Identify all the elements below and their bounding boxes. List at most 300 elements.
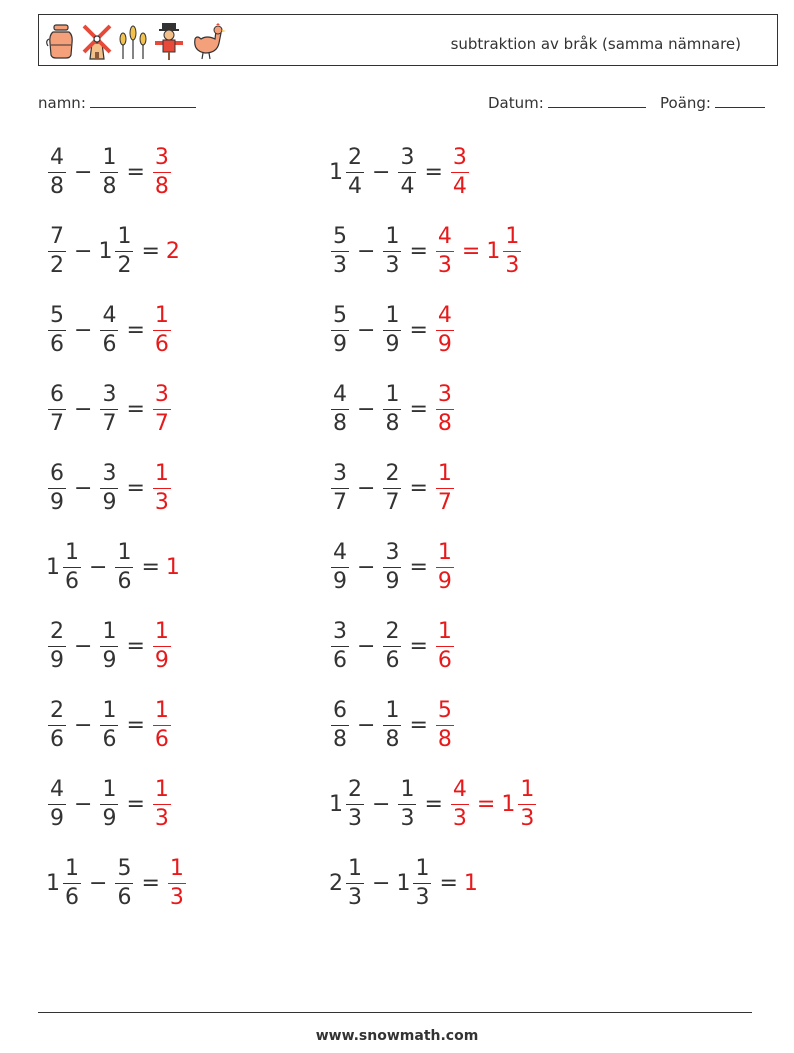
- answer: [151, 697, 173, 752]
- answer-numerator: 1: [153, 305, 171, 331]
- subtrahend-fraction: [115, 855, 133, 910]
- minuend-numerator: 1: [63, 542, 81, 568]
- minus-sign: −: [74, 396, 93, 422]
- hen-icon: [189, 21, 229, 61]
- score-blank[interactable]: [715, 93, 765, 108]
- subtrahend-numerator: 2: [383, 463, 401, 489]
- minuend-whole: 1: [46, 870, 60, 896]
- problem-item: [329, 693, 456, 757]
- answer-whole: 2: [165, 238, 180, 264]
- minuend-number: [329, 381, 351, 436]
- answer: [434, 697, 456, 752]
- answer: [151, 460, 173, 515]
- minuend-numerator: 1: [63, 858, 81, 884]
- subtrahend-denominator: 7: [385, 489, 400, 515]
- answer-fraction: [153, 618, 171, 673]
- answer-numerator: 4: [436, 226, 454, 252]
- minuend-fraction: [63, 855, 81, 910]
- answer-numerator: 3: [153, 384, 171, 410]
- minuend-whole: 2: [329, 870, 343, 896]
- minuend-number: [329, 618, 351, 673]
- equals-sign: =: [409, 633, 428, 659]
- subtrahend-whole: 1: [98, 238, 113, 264]
- minuend-number: [46, 855, 83, 910]
- equals-sign: =: [409, 317, 428, 343]
- equals-sign: =: [141, 554, 160, 580]
- subtrahend-fraction: [383, 302, 401, 357]
- answer: [434, 460, 456, 515]
- subtrahend-numerator: 1: [413, 858, 431, 884]
- problem-item: [46, 851, 188, 915]
- minuend-denominator: 2: [50, 252, 64, 278]
- answer-denominator: 9: [437, 568, 452, 594]
- minuend-denominator: 9: [333, 331, 347, 357]
- minuend-denominator: 3: [333, 252, 347, 278]
- answer-denominator: 6: [154, 331, 169, 357]
- answer-number: [151, 697, 173, 752]
- minus-sign: −: [74, 791, 93, 817]
- answer-number: [434, 223, 456, 278]
- subtrahend-fraction: [383, 223, 401, 278]
- answer-numerator: 1: [168, 858, 186, 884]
- answer-mixed-fraction: [518, 776, 536, 831]
- subtrahend-numerator: 1: [100, 147, 118, 173]
- answer-number: [434, 460, 456, 515]
- minuend-denominator: 6: [65, 884, 79, 910]
- subtrahend-denominator: 3: [385, 252, 400, 278]
- equals-sign: =: [126, 712, 145, 738]
- answer-number: [464, 871, 479, 896]
- answer-numerator: 3: [153, 147, 171, 173]
- subtrahend-denominator: 4: [400, 173, 415, 199]
- equals-sign: =: [409, 238, 428, 264]
- subtrahend-numerator: 1: [115, 542, 133, 568]
- subtrahend-number: [98, 223, 135, 278]
- problem-item: [329, 851, 479, 915]
- minuend-number: [46, 460, 68, 515]
- minuend-fraction: [331, 618, 349, 673]
- answer-fraction: [168, 855, 186, 910]
- problem-item: [46, 535, 181, 599]
- subtrahend-numerator: 3: [100, 384, 118, 410]
- subtrahend-denominator: 8: [385, 410, 400, 436]
- minuend-numerator: 3: [331, 621, 349, 647]
- subtrahend-fraction: [100, 697, 118, 752]
- subtrahend-denominator: 6: [385, 647, 400, 673]
- minuend-fraction: [48, 618, 66, 673]
- problem-item: [329, 298, 456, 362]
- subtrahend-fraction: [100, 776, 118, 831]
- subtrahend-numerator: 1: [383, 384, 401, 410]
- subtrahend-fraction: [413, 855, 431, 910]
- equals-sign: =: [409, 475, 428, 501]
- minuend-number: [329, 460, 351, 515]
- minuend-numerator: 6: [48, 463, 66, 489]
- minuend-whole: 1: [329, 159, 343, 185]
- answer-number: [151, 302, 173, 357]
- subtrahend-numerator: 3: [398, 147, 416, 173]
- answer: [166, 855, 188, 910]
- answer-denominator: 8: [437, 410, 452, 436]
- answer-mixed-denominator: 3: [505, 252, 520, 278]
- minuend-denominator: 9: [333, 568, 347, 594]
- answer-fraction: [153, 460, 171, 515]
- minuend-fraction: [346, 144, 364, 199]
- answer: [464, 871, 479, 896]
- minuend-fraction: [331, 460, 349, 515]
- subtrahend-number: [381, 618, 403, 673]
- answer-numerator: 5: [436, 700, 454, 726]
- subtrahend-denominator: 3: [415, 884, 430, 910]
- footer-site: www.snowmath.com: [315, 1028, 479, 1044]
- answer-mixed-numerator: 1: [518, 779, 536, 805]
- answer: [449, 144, 471, 199]
- minuend-numerator: 5: [331, 226, 349, 252]
- minus-sign: −: [357, 554, 376, 580]
- answer-mixed-number: [501, 776, 538, 831]
- answer-number: [449, 776, 471, 831]
- equals-sign: =: [126, 475, 145, 501]
- problem-item: [329, 456, 456, 520]
- subtrahend-denominator: 9: [385, 568, 400, 594]
- problem-item: [46, 693, 173, 757]
- subtrahend-number: [381, 381, 403, 436]
- equals-sign: =: [409, 554, 428, 580]
- subtrahend-fraction: [115, 539, 133, 594]
- minuend-numerator: 5: [48, 305, 66, 331]
- subtrahend-fraction: [383, 697, 401, 752]
- minuend-fraction: [331, 302, 349, 357]
- subtrahend-number: [98, 302, 120, 357]
- minus-sign: −: [357, 712, 376, 738]
- minuend-denominator: 9: [50, 489, 64, 515]
- answer-denominator: 3: [452, 805, 467, 831]
- answer-numerator: 4: [436, 305, 454, 331]
- answer: [434, 223, 523, 278]
- answer-equals-sign: =: [476, 791, 496, 817]
- worksheet-title: subtraktion av bråk (samma nämnare): [450, 35, 741, 53]
- subtrahend-number: [381, 223, 403, 278]
- answer-numerator: 1: [153, 779, 171, 805]
- subtrahend-fraction: [100, 302, 118, 357]
- minuend-number: [46, 381, 68, 436]
- answer-number: [151, 381, 173, 436]
- minuend-number: [46, 302, 68, 357]
- answer-number: [434, 618, 456, 673]
- worksheet-header: [38, 14, 778, 66]
- windmill-icon: [81, 21, 113, 61]
- answer-numerator: 1: [153, 700, 171, 726]
- answer-fraction: [436, 302, 454, 357]
- answer-numerator: 3: [451, 147, 469, 173]
- minuend-number: [329, 855, 366, 910]
- subtrahend-numerator: 1: [398, 779, 416, 805]
- minuend-fraction: [48, 223, 66, 278]
- minus-sign: −: [74, 159, 93, 185]
- subtrahend-denominator: 9: [102, 489, 117, 515]
- subtrahend-numerator: 3: [100, 463, 118, 489]
- answer-denominator: 9: [154, 647, 169, 673]
- answer-numerator: 3: [436, 384, 454, 410]
- name-field: [38, 93, 196, 112]
- subtrahend-number: [98, 618, 120, 673]
- answer-fraction: [436, 223, 454, 278]
- subtrahend-denominator: 9: [102, 805, 117, 831]
- minuend-numerator: 4: [48, 779, 66, 805]
- equals-sign: =: [424, 159, 443, 185]
- subtrahend-number: [381, 460, 403, 515]
- answer-fraction: [153, 381, 171, 436]
- minuend-fraction: [48, 381, 66, 436]
- subtrahend-number: [396, 776, 418, 831]
- minuend-numerator: 6: [331, 700, 349, 726]
- score-label: Poäng:: [660, 94, 711, 112]
- answer: [166, 555, 181, 580]
- answer-number: [434, 381, 456, 436]
- scarecrow-icon: [153, 21, 185, 61]
- subtrahend-numerator: 1: [383, 700, 401, 726]
- answer-number: [166, 239, 181, 264]
- answer-denominator: 3: [169, 884, 184, 910]
- minuend-whole: 1: [46, 554, 60, 580]
- answer-number: [151, 144, 173, 199]
- minuend-denominator: 7: [333, 489, 347, 515]
- date-field: [488, 93, 646, 112]
- minus-sign: −: [372, 159, 391, 185]
- subtrahend-denominator: 6: [102, 726, 117, 752]
- answer-number: [434, 302, 456, 357]
- minuend-fraction: [346, 855, 364, 910]
- minuend-denominator: 6: [50, 726, 64, 752]
- answer-number: [449, 144, 471, 199]
- answer-mixed-numerator: 1: [503, 226, 521, 252]
- problem-item: [329, 377, 456, 441]
- minus-sign: −: [372, 791, 391, 817]
- minuend-number: [46, 697, 68, 752]
- minuend-number: [46, 618, 68, 673]
- subtrahend-numerator: 2: [383, 621, 401, 647]
- subtrahend-denominator: 6: [102, 331, 117, 357]
- name-blank[interactable]: [90, 93, 196, 108]
- answer-fraction: [153, 776, 171, 831]
- answer-mixed-whole: 1: [501, 791, 516, 817]
- subtrahend-denominator: 6: [117, 568, 132, 594]
- subtrahend-number: [98, 381, 120, 436]
- minuend-numerator: 4: [331, 384, 349, 410]
- subtrahend-number: [381, 697, 403, 752]
- minuend-number: [46, 144, 68, 199]
- minus-sign: −: [357, 633, 376, 659]
- subtrahend-fraction: [398, 776, 416, 831]
- minuend-number: [329, 144, 366, 199]
- subtrahend-fraction: [100, 144, 118, 199]
- answer-number: [151, 618, 173, 673]
- answer-fraction: [153, 302, 171, 357]
- jug-icon: [45, 21, 77, 61]
- problem-item: [46, 298, 173, 362]
- answer-fraction: [153, 144, 171, 199]
- subtrahend-numerator: 3: [383, 542, 401, 568]
- minuend-denominator: 4: [348, 173, 362, 199]
- subtrahend-numerator: 4: [100, 305, 118, 331]
- minus-sign: −: [74, 238, 93, 264]
- answer-fraction: [436, 539, 454, 594]
- problem-item: [46, 140, 173, 204]
- answer-numerator: 1: [436, 621, 454, 647]
- answer-fraction: [451, 776, 469, 831]
- answer-numerator: 1: [436, 542, 454, 568]
- answer-equals-sign: =: [461, 238, 481, 264]
- subtrahend-numerator: 1: [100, 700, 118, 726]
- subtrahend-whole: 1: [396, 870, 411, 896]
- minus-sign: −: [89, 870, 108, 896]
- minus-sign: −: [74, 475, 93, 501]
- subtrahend-denominator: 8: [385, 726, 400, 752]
- problem-item: [46, 772, 173, 836]
- equals-sign: =: [409, 712, 428, 738]
- answer-numerator: 1: [153, 621, 171, 647]
- subtrahend-fraction: [383, 381, 401, 436]
- answer: [151, 302, 173, 357]
- footer-divider: [38, 1012, 752, 1013]
- minuend-numerator: 5: [331, 305, 349, 331]
- subtrahend-denominator: 3: [400, 805, 415, 831]
- subtrahend-fraction: [383, 539, 401, 594]
- answer-mixed-fraction: [503, 223, 521, 278]
- equals-sign: =: [439, 870, 458, 896]
- problem-item: [46, 456, 173, 520]
- equals-sign: =: [141, 870, 160, 896]
- equals-sign: =: [126, 159, 145, 185]
- problem-item: [329, 614, 456, 678]
- minuend-numerator: 2: [346, 147, 364, 173]
- minuend-numerator: 2: [48, 621, 66, 647]
- problem-item: [329, 219, 523, 283]
- minus-sign: −: [74, 633, 93, 659]
- minuend-fraction: [48, 302, 66, 357]
- answer-number: [151, 776, 173, 831]
- answer: [434, 618, 456, 673]
- subtrahend-number: [98, 776, 120, 831]
- subtrahend-number: [98, 697, 120, 752]
- minuend-numerator: 4: [48, 147, 66, 173]
- subtrahend-number: [381, 302, 403, 357]
- subtrahend-fraction: [100, 381, 118, 436]
- subtrahend-numerator: 1: [100, 779, 118, 805]
- minuend-whole: 1: [329, 791, 343, 817]
- minuend-fraction: [48, 144, 66, 199]
- minuend-fraction: [331, 381, 349, 436]
- answer-numerator: 4: [451, 779, 469, 805]
- minuend-denominator: 8: [333, 726, 347, 752]
- answer-number: [434, 697, 456, 752]
- minus-sign: −: [357, 317, 376, 343]
- answer-denominator: 8: [154, 173, 169, 199]
- answer-number: [166, 555, 181, 580]
- minus-sign: −: [357, 396, 376, 422]
- subtrahend-denominator: 9: [102, 647, 117, 673]
- minuend-numerator: 2: [346, 779, 364, 805]
- subtrahend-fraction: [115, 223, 133, 278]
- answer-denominator: 3: [437, 252, 452, 278]
- answer-whole: 1: [165, 554, 180, 580]
- answer-fraction: [153, 697, 171, 752]
- minuend-fraction: [346, 776, 364, 831]
- answer: [434, 539, 456, 594]
- answer-numerator: 1: [153, 463, 171, 489]
- answer-denominator: 6: [437, 647, 452, 673]
- answer: [151, 381, 173, 436]
- subtrahend-denominator: 6: [117, 884, 132, 910]
- minuend-denominator: 6: [333, 647, 347, 673]
- answer-denominator: 6: [154, 726, 169, 752]
- subtrahend-numerator: 1: [383, 305, 401, 331]
- subtrahend-numerator: 1: [115, 226, 133, 252]
- subtrahend-fraction: [100, 460, 118, 515]
- minuend-number: [329, 539, 351, 594]
- problem-item: [329, 140, 471, 204]
- problem-item: [46, 377, 173, 441]
- minuend-denominator: 6: [65, 568, 79, 594]
- answer-fraction: [436, 460, 454, 515]
- answer-number: [166, 855, 188, 910]
- minuend-denominator: 9: [50, 805, 64, 831]
- subtrahend-number: [113, 855, 135, 910]
- answer: [434, 381, 456, 436]
- answer-mixed-whole: 1: [486, 238, 501, 264]
- date-blank[interactable]: [548, 93, 646, 108]
- subtrahend-numerator: 1: [100, 621, 118, 647]
- minus-sign: −: [357, 238, 376, 264]
- minuend-denominator: 7: [50, 410, 64, 436]
- minuend-number: [46, 539, 83, 594]
- subtrahend-fraction: [398, 144, 416, 199]
- minuend-fraction: [331, 539, 349, 594]
- minuend-numerator: 6: [48, 384, 66, 410]
- subtrahend-numerator: 1: [383, 226, 401, 252]
- minuend-numerator: 2: [48, 700, 66, 726]
- minuend-number: [329, 776, 366, 831]
- wheat-icon: [117, 21, 149, 61]
- name-label: namn:: [38, 94, 86, 112]
- minuend-denominator: 8: [333, 410, 347, 436]
- minuend-denominator: 6: [50, 331, 64, 357]
- minuend-denominator: 3: [348, 884, 362, 910]
- subtrahend-denominator: 9: [385, 331, 400, 357]
- problem-item: [329, 772, 538, 836]
- answer-denominator: 8: [437, 726, 452, 752]
- minuend-denominator: 8: [50, 173, 64, 199]
- subtrahend-denominator: 8: [102, 173, 117, 199]
- subtrahend-number: [396, 144, 418, 199]
- minuend-numerator: 4: [331, 542, 349, 568]
- minus-sign: −: [357, 475, 376, 501]
- subtrahend-numerator: 5: [115, 858, 133, 884]
- minuend-number: [329, 697, 351, 752]
- subtrahend-fraction: [383, 618, 401, 673]
- answer-denominator: 9: [437, 331, 452, 357]
- answer: [434, 302, 456, 357]
- minuend-fraction: [63, 539, 81, 594]
- minuend-fraction: [331, 223, 349, 278]
- minuend-numerator: 3: [331, 463, 349, 489]
- answer-denominator: 4: [452, 173, 467, 199]
- answer-denominator: 3: [154, 805, 169, 831]
- equals-sign: =: [141, 238, 160, 264]
- answer-denominator: 7: [154, 410, 169, 436]
- equals-sign: =: [126, 317, 145, 343]
- minus-sign: −: [372, 870, 391, 896]
